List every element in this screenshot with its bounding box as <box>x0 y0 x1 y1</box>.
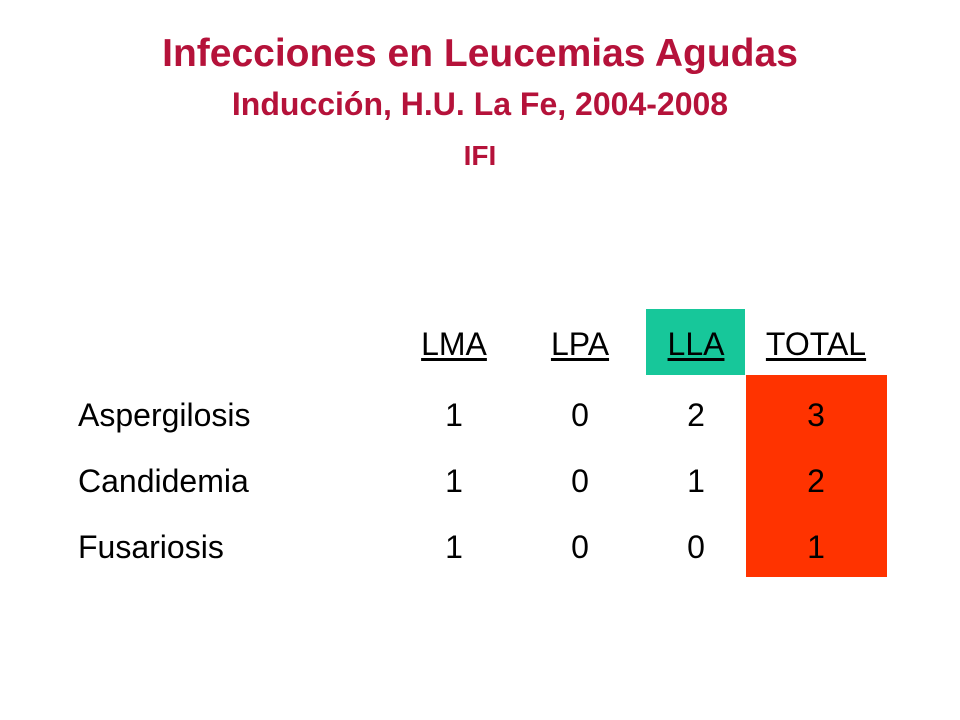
title-ifi: IFI <box>463 140 497 171</box>
cell-fusariosis-lla: 0 <box>687 529 705 565</box>
header-total: TOTAL <box>765 326 867 362</box>
cell-fusariosis-lma: 1 <box>445 529 463 565</box>
cell-fusariosis-lpa: 0 <box>571 529 589 565</box>
cell-candidemia-lla: 1 <box>687 463 705 499</box>
cell-aspergilosis-lpa: 0 <box>571 397 589 433</box>
cell-candidemia-lma: 1 <box>445 463 463 499</box>
cell-aspergilosis-lma: 1 <box>445 397 463 433</box>
header-lpa: LPA <box>550 326 610 362</box>
title-main: Infecciones en Leucemias Agudas <box>162 32 798 75</box>
cell-aspergilosis-lla: 2 <box>687 397 705 433</box>
cell-aspergilosis-total: 3 <box>807 397 825 433</box>
cell-fusariosis-total: 1 <box>807 529 825 565</box>
header-lla: LLA <box>667 326 725 362</box>
title-subtitle: Inducción, H.U. La Fe, 2004-2008 <box>231 86 729 122</box>
row-label-aspergilosis: Aspergilosis <box>78 397 251 433</box>
cell-candidemia-total: 2 <box>807 463 825 499</box>
cell-candidemia-lpa: 0 <box>571 463 589 499</box>
row-label-fusariosis: Fusariosis <box>78 529 224 565</box>
header-lma: LMA <box>421 326 487 362</box>
row-label-candidemia: Candidemia <box>78 463 249 499</box>
